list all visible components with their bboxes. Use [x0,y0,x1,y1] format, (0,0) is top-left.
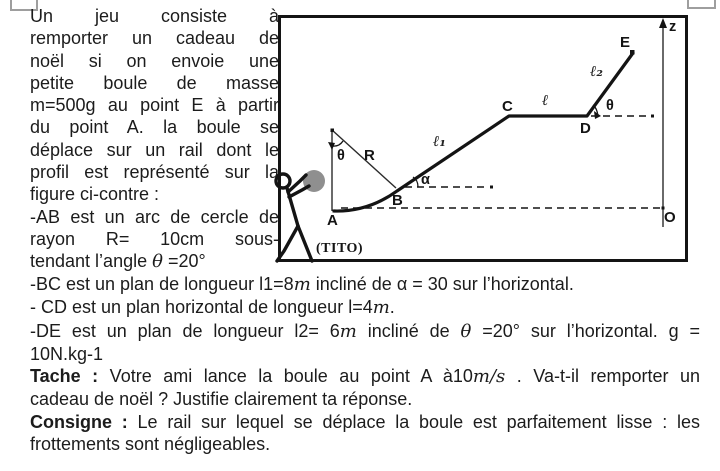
center-point-marker [331,129,335,133]
text-line: petite boule de masse [30,72,279,93]
text-line: du point A. la boule se [30,117,279,138]
label-origin: O [664,209,676,226]
text-line-de-2: 10N.kg-1 [30,343,104,364]
text-line-tache-2: cadeau de noël ? Justifie clairement ta réponse. [30,389,413,410]
text-segment: . [389,297,395,318]
b-dash-end-marker [490,186,493,189]
label-point-c: C [502,98,513,115]
text-line: Un jeu consiste à [30,6,279,26]
text-segment: -DE est un plan de longueur l2= 6 [30,320,340,341]
text-segment: tendant l’angle [30,251,153,272]
text-segment: incliné de [356,320,461,341]
text-line: m=500g au point E à partir [30,95,279,116]
text-segment: - CD est un plan horizontal de longueur l=4 [30,297,373,318]
text-line-de-1 [30,320,700,343]
text-line [30,250,279,273]
m-symbol: m [339,320,357,342]
figure-rail-profile [278,15,688,262]
text-line-cd [30,296,700,319]
label-length-l2: ℓ₂ [590,62,603,80]
text-segment: -BC est un plan de longueur l1=8 [30,274,294,294]
body-text [30,273,700,455]
text-line-consigne-2: frottements sont négligeables. [30,434,271,455]
label-point-e: E [620,34,631,51]
text-line: -AB est un arc de cercle de [30,206,279,227]
label-player-name: (TITO) [316,241,364,256]
consigne-label: Consigne : [30,411,128,432]
label-radius: R [364,147,375,164]
text-segment: =20° sur l’horizontal. g = [471,320,701,341]
label-point-d: D [580,120,591,137]
top-right-ui-fragment [687,0,716,9]
m-symbol: m [372,297,390,319]
intro-paragraph [30,5,279,274]
text-line: rayon R= 10cm sous- [30,228,279,249]
text-line: remporter un cadeau de [30,28,279,49]
text-line: déplace sur un rail dont le [30,139,279,160]
text-segment: incliné de α = 30 sur l’horizontal. [310,274,574,294]
m-symbol: m [293,274,311,295]
text-segment: . Va-t-il remporter un [505,366,701,387]
theta-symbol: θ [460,320,472,342]
label-alpha: α [421,172,430,188]
label-point-a: A [327,212,338,229]
text-line-bc [30,273,700,296]
text-line-tache-1 [30,365,700,388]
text-line: noël si on envoie une [30,50,279,71]
label-point-b: B [392,192,403,209]
text-segment: =20° [162,251,206,272]
label-length-l1: ℓ₁ [433,132,446,150]
ms-symbol: m/s [472,366,506,388]
text-segment: Le rail sur lequel se déplace la boule est parfaitement lisse : les [127,411,700,432]
text-line: figure ci-contre : [30,184,160,205]
text-line-consigne-1 [30,411,700,433]
e-point-marker [630,50,635,55]
d-dash-end-marker [651,115,654,118]
tache-label: Tache : [30,366,99,387]
label-z-axis: z [669,19,677,35]
label-length-l: ℓ [542,91,549,109]
label-theta-center: θ [337,148,345,164]
text-line: profil est représenté sur la [30,162,279,183]
label-theta-d: θ [606,98,614,114]
text-segment: Votre ami lance la boule au point A à10 [98,366,473,387]
theta-symbol: θ [152,251,163,273]
